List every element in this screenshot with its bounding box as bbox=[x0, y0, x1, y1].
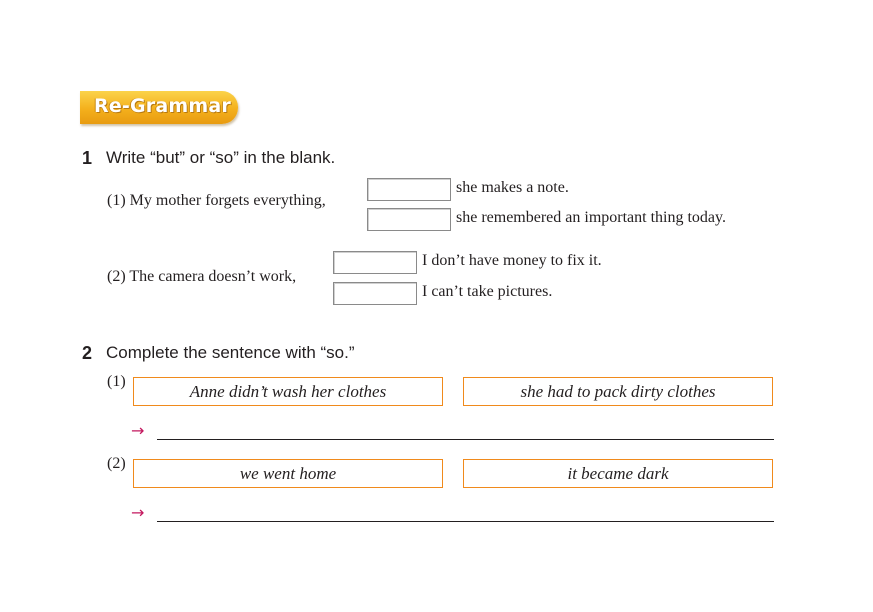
q2-item-1-answer-line[interactable] bbox=[157, 439, 774, 440]
q1-item-1-blank-2[interactable] bbox=[367, 208, 451, 231]
question-2-number: 2 bbox=[82, 343, 93, 363]
q1-item-1-label: (1) My mother forgets everything, bbox=[107, 192, 326, 209]
q1-item-2-label: (2) The camera doesn’t work, bbox=[107, 268, 297, 285]
q2-item-1-label: (1) bbox=[107, 373, 126, 390]
q2-item-1-clause-left-text: Anne didn’t wash her clothes bbox=[189, 381, 387, 401]
q2-item-1-clause-right-text: she had to pack dirty clothes bbox=[520, 381, 716, 401]
q2-item-2-answer-line[interactable] bbox=[157, 521, 774, 522]
question-1-instruction: Write “but” or “so” in the blank. bbox=[106, 148, 336, 167]
q1-item-1-ending-2: she remembered an important thing today. bbox=[456, 209, 726, 226]
q2-item-1-clause-right bbox=[463, 377, 773, 406]
q1-item-1-blank-1[interactable] bbox=[367, 178, 451, 201]
q2-item-1-arrow-icon: → bbox=[131, 421, 145, 440]
section-title: Re-Grammar bbox=[94, 95, 231, 117]
question-1-number: 1 bbox=[82, 148, 93, 168]
q2-item-1-clause-left bbox=[133, 377, 443, 406]
q2-item-2-clause-left bbox=[133, 459, 443, 488]
q1-item-2-blank-1[interactable] bbox=[333, 251, 417, 274]
q2-item-2-label: (2) bbox=[107, 455, 126, 472]
q1-item-2-ending-1: I don’t have money to fix it. bbox=[422, 252, 602, 269]
q1-item-2-ending-2: I can’t take pictures. bbox=[422, 283, 553, 300]
q1-item-2-blank-2[interactable] bbox=[333, 282, 417, 305]
question-2-instruction: Complete the sentence with “so.” bbox=[106, 343, 355, 362]
section-tag bbox=[80, 91, 238, 124]
q2-item-2-clause-right bbox=[463, 459, 773, 488]
q2-item-2-clause-left-text: we went home bbox=[239, 463, 337, 483]
q1-item-1-ending-1: she makes a note. bbox=[456, 179, 569, 196]
q2-item-2-clause-right-text: it became dark bbox=[567, 463, 669, 483]
q2-item-2-arrow-icon: → bbox=[131, 503, 145, 522]
